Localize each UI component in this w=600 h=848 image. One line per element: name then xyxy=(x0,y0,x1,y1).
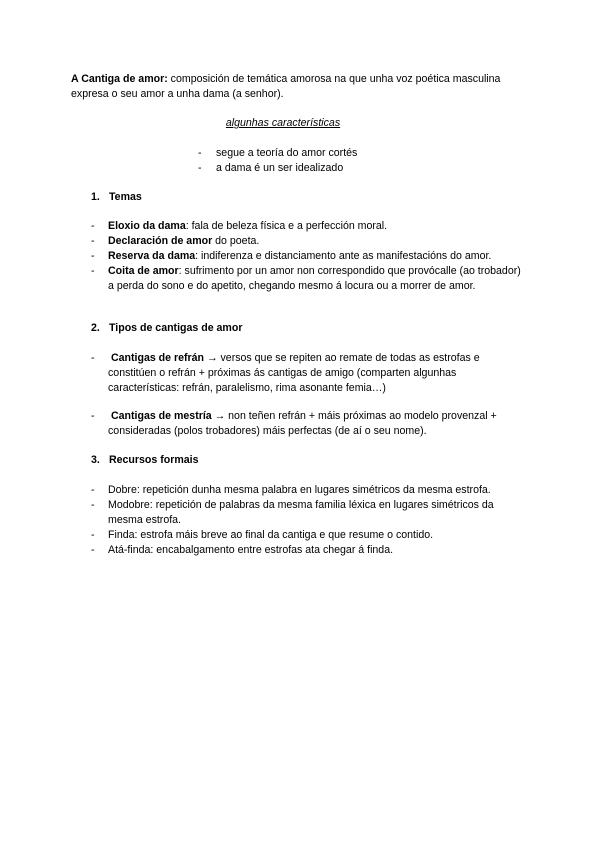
item-term: Cantigas de mestría xyxy=(111,410,212,422)
intro-paragraph xyxy=(71,72,541,102)
item-text: → non teñen refrán + máis próximas ao modelo provenzal + consideradas (polos trobadores) máis perfectas (de aí o seu nome). xyxy=(108,410,497,437)
item-text: Atá-finda: encabalgamento entre estrofas ata chegar á finda. xyxy=(108,544,394,556)
list-item xyxy=(91,234,521,249)
subtitle-text: algunhas características xyxy=(225,117,341,129)
intro-term: A Cantiga de amor: xyxy=(71,73,168,85)
dash-marker: - xyxy=(91,250,95,262)
dash-marker: - xyxy=(91,499,95,511)
list-item xyxy=(91,498,521,528)
item-term: Coita de amor xyxy=(108,265,179,277)
section-number: 1. xyxy=(91,191,100,203)
item-text: Finda: estrofa máis breve ao final da cantiga e que resume o contido. xyxy=(108,529,434,541)
item-term: Cantigas de refrán xyxy=(111,352,205,364)
list-item xyxy=(91,249,521,264)
section-title: Recursos formais xyxy=(109,454,199,466)
item-term: Reserva da dama xyxy=(108,250,196,262)
item-text: : fala de beleza física e a perfección moral. xyxy=(185,220,388,232)
characteristic-text: segue a teoría do amor cortés xyxy=(216,147,358,159)
dash-marker: - xyxy=(91,352,95,364)
section-heading xyxy=(91,322,242,334)
list-item xyxy=(91,409,521,439)
list-item xyxy=(91,483,521,498)
dash-marker: - xyxy=(91,529,95,541)
section-number: 2. xyxy=(91,322,100,334)
section-title: Tipos de cantigas de amor xyxy=(109,322,243,334)
characteristic-text: a dama é un ser idealizado xyxy=(216,162,344,174)
dash-marker: - xyxy=(91,220,95,232)
intro-definition: composición de temática amorosa na que unha voz poética masculina expresa o seu amor a unha dama (a senhor). xyxy=(71,73,501,100)
characteristic-item xyxy=(198,146,357,161)
dash-marker: - xyxy=(91,484,95,496)
dash-marker: - xyxy=(91,410,95,422)
item-text: : sufrimento por un amor non correspondido que provócalle (ao trobador) a perda do sono e do apetito, chegando mesmo á locura ou a morrer de amor. xyxy=(108,265,521,292)
dash-marker: - xyxy=(91,265,95,277)
subtitle xyxy=(0,117,600,129)
dash-marker: - xyxy=(198,147,202,159)
dash-marker: - xyxy=(91,235,95,247)
section-heading xyxy=(91,454,199,466)
item-term: Declaración de amor xyxy=(108,235,213,247)
list-item xyxy=(91,528,521,543)
item-text: Modobre: repetición de palabras da mesma familia léxica en lugares simétricos da mesma estrofa. xyxy=(108,499,494,526)
section-title: Temas xyxy=(109,191,142,203)
dash-marker: - xyxy=(91,544,95,556)
section-number: 3. xyxy=(91,454,100,466)
item-text: : indiferenza e distanciamento ante as manifestacións do amor. xyxy=(195,250,492,262)
list-item xyxy=(91,264,521,294)
item-text: → versos que se repiten ao remate de todas as estrofas e constitúen o refrán + próximas ás cantigas de amigo (comparten algunhas características: refrán, paralelismo, rima asonante femia…) xyxy=(108,352,480,394)
list-item xyxy=(91,543,521,558)
characteristic-item xyxy=(198,161,343,176)
section-heading xyxy=(91,191,142,203)
item-text: do poeta. xyxy=(212,235,260,247)
list-item xyxy=(91,351,521,396)
item-text: Dobre: repetición dunha mesma palabra en lugares simétricos da mesma estrofa. xyxy=(108,484,491,496)
item-term: Eloxio da dama xyxy=(108,220,186,232)
dash-marker: - xyxy=(198,162,202,174)
list-item xyxy=(91,219,521,234)
